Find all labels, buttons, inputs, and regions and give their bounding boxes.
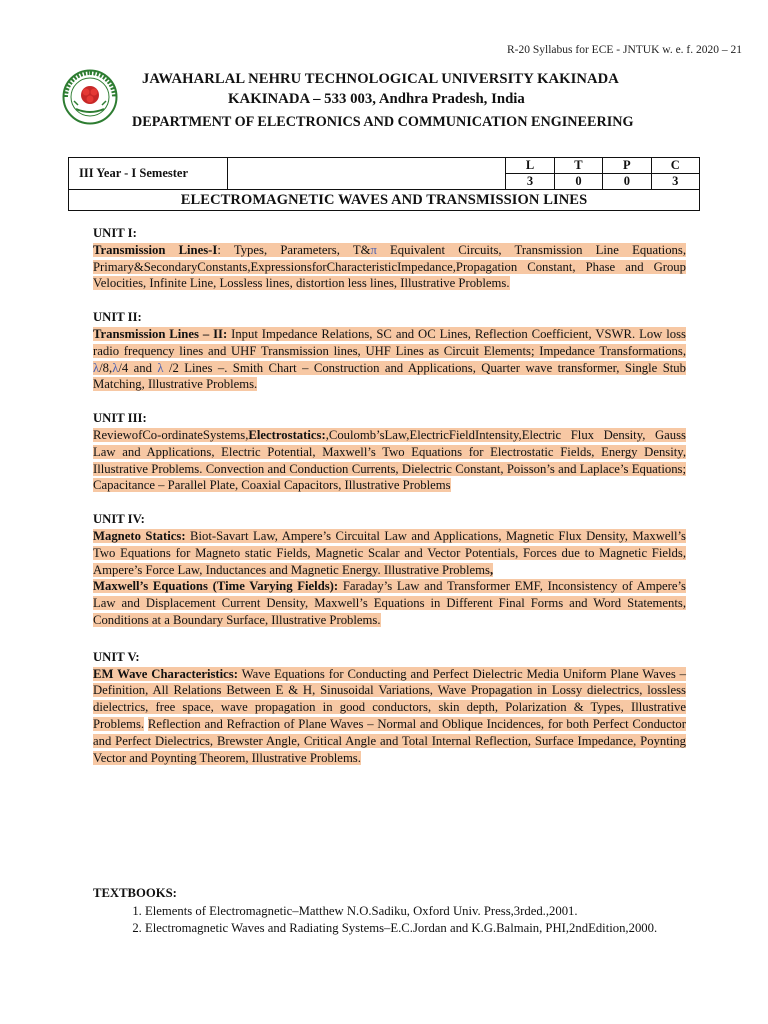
unit-4-topic-1: Magneto Statics: [93, 528, 186, 543]
department-name: DEPARTMENT OF ELECTRONICS AND COMMUNICATION ENGINEERING [132, 114, 634, 130]
unit-5-text: EM Wave Characteristics: Wave Equations for Conducting and Perfect Dielectric Media Uniform Plane Waves – Definition, All Relations Between E & H, Sinusoidal Variations, Wave Propagation in Lossy dielectrics, lossless dielectrics, free space, wave propagation in good conductors, skin depth, Polarization & Types, Illustrative Problems. Reflection and Refraction of Plane Waves – Normal and Oblique Incidences, for both Perfect Conductor and Perfect Dielectrics, Brewster Angle, Critical Angle and Total Internal Reflection, Surface Impedance, Poynting Vector and Poynting Theorem, Illustrative Problems. [93, 666, 686, 765]
unit-2-heading: UNIT II: [93, 310, 142, 325]
unit-2-text: Transmission Lines – II: Input Impedance Relations, SC and OC Lines, Reflection Coefficient, VSWR. Low loss radio frequency lines and UHF Transmission lines, UHF Lines as Circuit Elements; Impedance Transformations, λ/8,λ/4 and λ /2 Lines –. Smith Chart – Construction and Applications, Quarter wave transformer, Single Stub Matching, Illustrative Problems. [93, 326, 686, 392]
unit-5-heading: UNIT V: [93, 649, 140, 664]
unit-4-text-2: Maxwell’s Equations (Time Varying Fields): Faraday’s Law and Transformer EMF, Inconsistency of Ampere’s Law and Displacement Current Density, Maxwell’s Equations in Different Final Forms and Word Statements, Conditions at a Boundary Surface, Illustrative Problems. [93, 579, 686, 627]
ltpc-value-l: 3 [506, 174, 554, 190]
textbook-item: 1. Elements of Electromagnetic–Matthew N.O.Sadiku, Oxford Univ. Press,3rded.,2001. [145, 903, 686, 920]
unit-4-topic-2: Maxwell’s Equations (Time Varying Fields): [93, 579, 339, 594]
unit-1-topic: Transmission Lines-I [93, 242, 218, 257]
lambda-symbol: λ [93, 360, 100, 375]
textbooks-list [93, 903, 686, 937]
unit-2-topic: Transmission Lines – II: [93, 326, 228, 341]
jntuk-emblem-icon [62, 69, 118, 125]
unit-3-text: ReviewofCo-ordinateSystems,Electrostatics:,Coulomb’sLaw,ElectricFieldIntensity,Electric Flux Density, Gauss Law and Applications, Electric Potential, Maxwell’s Two Equations for Electrostatic Fields, Energy Density, Illustrative Problems. Convection and Conduction Currents, Dielectric Constant, Poisson’s and Laplace’s Equations; Capacitance – Parallel Plate, Coaxial Capacitors, Illustrative Problems [93, 427, 686, 493]
unit-4-text-1: Magneto Statics: Biot-Savart Law, Ampere’s Circuital Law and Applications, Magnetic Flux Density, Maxwell’s Two Equations for Magneto static Fields, Magnetic Scalar and Vector Potentials, Forces due to Magnetic Fields, Ampere’s Force Law, Inductances and Magnetic Energy. Illustrative Problems, [93, 528, 686, 577]
unit-3-topic: Electrostatics: [248, 427, 326, 442]
unit-1-text: Transmission Lines-I: Types, Parameters, T&π Equivalent Circuits, Transmission Line Equations, Primary&SecondaryConstants,ExpressionsforCharacteristicImpedance,Propagation Constant, Phase and Group Velocities, Infinite Line, Lossless lines, distortion less lines, Illustrative Problems. [93, 242, 686, 291]
unit-4-heading: UNIT IV: [93, 512, 145, 527]
semester-cell: III Year - I Semester [69, 158, 228, 190]
ltpc-value-t: 0 [554, 174, 602, 190]
lambda-symbol: λ [157, 360, 164, 375]
pi-symbol: π [370, 242, 377, 257]
textbooks-section [93, 885, 686, 936]
unit-3-heading: UNIT III: [93, 411, 147, 426]
unit-1-heading: UNIT I: [93, 226, 137, 240]
ltpc-label-c: C [651, 158, 699, 174]
ltpc-value-p: 0 [603, 174, 651, 190]
university-name: JAWAHARLAL NEHRU TECHNOLOGICAL UNIVERSITY KAKINADA [142, 71, 619, 87]
lambda-symbol: λ [112, 360, 119, 375]
running-head: R-20 Syllabus for ECE - JNTUK w. e. f. 2020 – 21 [507, 44, 742, 56]
course-title: ELECTROMAGNETIC WAVES AND TRANSMISSION LINES [69, 190, 700, 211]
ltpc-value-c: 3 [651, 174, 699, 190]
ltpc-label-t: T [554, 158, 602, 174]
ltpc-label-p: P [603, 158, 651, 174]
university-address: KAKINADA – 533 003, Andhra Pradesh, India [228, 91, 525, 107]
ltpc-label-l: L [506, 158, 554, 174]
textbook-item: 2. Electromagnetic Waves and Radiating Systems–E.C.Jordan and K.G.Balmain, PHI,2ndEdition,2000. [145, 920, 686, 937]
textbooks-heading: TEXTBOOKS: [93, 886, 177, 900]
unit-5-topic: EM Wave Characteristics: [93, 666, 238, 681]
syllabus-content [93, 225, 686, 766]
course-header-table [68, 157, 700, 211]
blank-cell [227, 158, 506, 190]
